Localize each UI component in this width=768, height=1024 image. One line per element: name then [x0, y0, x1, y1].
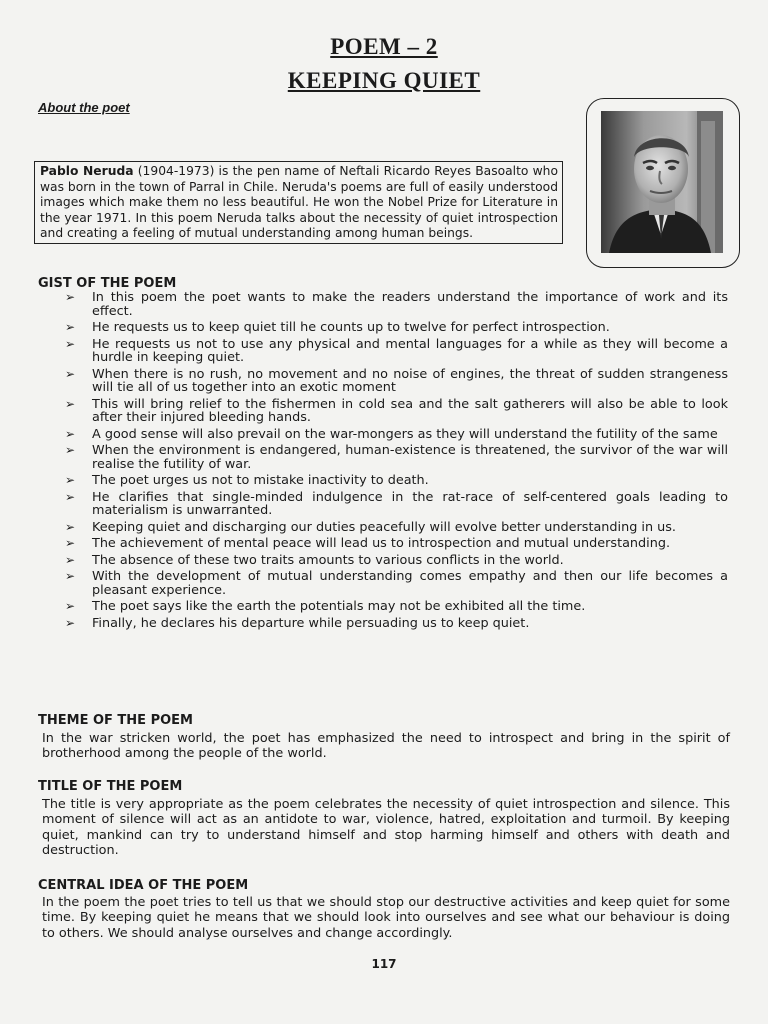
arrow-bullet-icon: ➢ — [65, 536, 76, 551]
theme-heading: THEME OF THE POEM — [38, 713, 193, 728]
list-item: ➢ A good sense will also prevail on the war-mongers as they will understand the futility of the same — [65, 426, 718, 442]
list-item: ➢ Keeping quiet and discharging our duties peacefully will evolve better understanding in us. — [65, 519, 676, 535]
list-item: ➢ When the environment is endangered, human-existence is threatened, the survivor of the war will realise the futility of war. — [65, 443, 728, 472]
poet-bio-text: (1904-1973) is the pen name of Neftali Ricardo Reyes Basoalto who was born in the town of Parral in Chile. Neruda's poems are full of easily understood images which make them no less beautiful. He won the Nobel Prize for Literature in the year 1971. In this poem Neruda talks about the necessity of quiet introspection and creating a feeling of mutual understanding among human beings. — [40, 164, 558, 241]
list-item: ➢ The achievement of mental peace will lead us to introspection and mutual understanding. — [65, 536, 671, 552]
poet-name: Pablo Neruda — [40, 164, 134, 178]
title-section-heading: TITLE OF THE POEM — [38, 779, 183, 794]
list-item: ➢ The absence of these two traits amounts to various conflicts in the world. — [65, 552, 564, 568]
arrow-bullet-icon: ➢ — [65, 489, 76, 504]
poet-photo-frame — [586, 98, 740, 268]
arrow-bullet-icon: ➢ — [65, 366, 76, 381]
arrow-bullet-icon: ➢ — [65, 443, 76, 458]
poet-portrait-image — [601, 111, 723, 253]
central-idea-heading: CENTRAL IDEA OF THE POEM — [38, 878, 249, 893]
list-item: ➢ In this poem the poet wants to make the readers understand the importance of work and its effect. — [65, 290, 728, 319]
arrow-bullet-icon: ➢ — [65, 599, 76, 614]
list-item: ➢ When there is no rush, no movement and no noise of engines, the threat of sudden strangeness will tie all of us together into an exotic moment — [65, 366, 728, 396]
title-paragraph: The title is very appropriate as the poem celebrates the necessity of quiet introspection and silence. This moment of silence will act as an antidote to war, violence, hatred, exploitation and turmoil. By keeping quiet, mankind can try to understand himself and stop harming himself and others with death and destruction. — [42, 797, 730, 858]
arrow-bullet-icon: ➢ — [65, 519, 76, 534]
poet-portrait-illustration — [601, 111, 723, 253]
arrow-bullet-icon: ➢ — [65, 336, 76, 351]
list-item: ➢ This will bring relief to the fishermen in cold sea and the salt gatherers will also be able to look after their injured bleeding hands. — [65, 396, 728, 426]
about-poet-heading: About the poet — [38, 100, 130, 115]
theme-paragraph: In the war stricken world, the poet has emphasized the need to introspect and bring in the spirit of brotherhood among the people of the world. — [42, 731, 730, 762]
list-item: ➢ He clarifies that single-minded indulgence in the rat-race of self-centered goals leading to materialism is unwarranted. — [65, 489, 728, 519]
arrow-bullet-icon: ➢ — [65, 615, 76, 630]
arrow-bullet-icon: ➢ — [65, 290, 76, 304]
poem-number-title: POEM – 2 — [330, 34, 438, 59]
gist-list — [40, 291, 728, 633]
poet-bio-box — [34, 161, 563, 244]
list-item: ➢ The poet says like the earth the potentials may not be exhibited all the time. — [65, 599, 586, 615]
arrow-bullet-icon: ➢ — [65, 473, 76, 488]
gist-heading: GIST OF THE POEM — [38, 276, 177, 291]
list-item: ➢ Finally, he declares his departure while persuading us to keep quiet. — [65, 615, 530, 631]
list-item: ➢ With the development of mutual understanding comes empathy and then our life becomes a pleasant experience. — [65, 569, 728, 598]
arrow-bullet-icon: ➢ — [65, 320, 76, 335]
list-item: ➢ He requests us to keep quiet till he counts up to twelve for perfect introspection. — [65, 320, 610, 336]
list-item: ➢ He requests us not to use any physical and mental languages for a while as they will become a hurdle in keeping quiet. — [65, 336, 728, 366]
arrow-bullet-icon: ➢ — [65, 396, 76, 411]
poem-title: KEEPING QUIET — [287, 68, 481, 93]
page-number: 117 — [371, 957, 397, 971]
arrow-bullet-icon: ➢ — [65, 426, 76, 441]
list-item: ➢ The poet urges us not to mistake inactivity to death. — [65, 473, 429, 489]
arrow-bullet-icon: ➢ — [65, 552, 76, 567]
arrow-bullet-icon: ➢ — [65, 569, 76, 584]
central-idea-paragraph: In the poem the poet tries to tell us that we should stop our destructive activities and keep quiet for some time. By keeping quiet he means that we should look into ourselves and see what our behaviour is doing to others. We should analyse ourselves and change accordingly. — [42, 895, 730, 941]
